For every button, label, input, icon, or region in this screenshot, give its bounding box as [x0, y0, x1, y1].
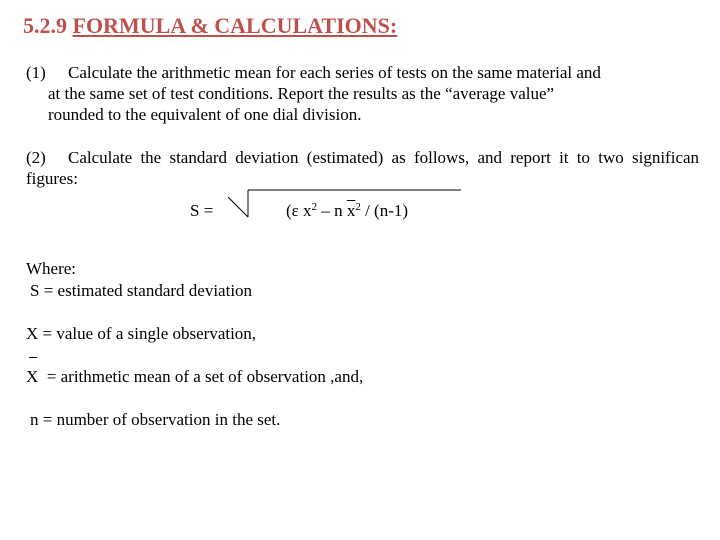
n-definition: n = number of observation in the set.: [30, 410, 281, 429]
item1-line3: rounded to the equivalent of one dial division.: [48, 105, 362, 124]
item2-number: (2): [26, 148, 46, 167]
xbar-symbol: X: [26, 367, 38, 386]
where-label: Where:: [26, 259, 77, 278]
item2-line1: (2) Calculate the standard deviation (estimated) as follows, and report it to two significan: [26, 148, 700, 167]
item1-line2: at the same set of test conditions. Report the results as the “average value”: [48, 84, 555, 103]
item1-number: (1): [26, 63, 46, 82]
section-number: 5.2.9: [23, 13, 73, 38]
xbar-definition: X = arithmetic mean of a set of observation ,and,: [26, 366, 363, 387]
s-definition: S = estimated standard deviation: [30, 281, 253, 300]
formula-body: (ε $x^2$ – n $\overline{x}^2 / (n-1)$: [286, 201, 409, 220]
x-definition: X = value of a single observation,: [26, 324, 257, 343]
item1-line1: (1) Calculate the arithmetic mean for each series of tests on the same material and: [26, 63, 601, 82]
item2-line2: figures:: [26, 169, 78, 188]
section-heading: [23, 13, 397, 39]
x-bar-symbol: $\overline{x}$: [346, 201, 356, 220]
section-title: FORMULA & CALCULATIONS:: [72, 13, 398, 38]
formula-lhs: S =: [190, 201, 214, 220]
